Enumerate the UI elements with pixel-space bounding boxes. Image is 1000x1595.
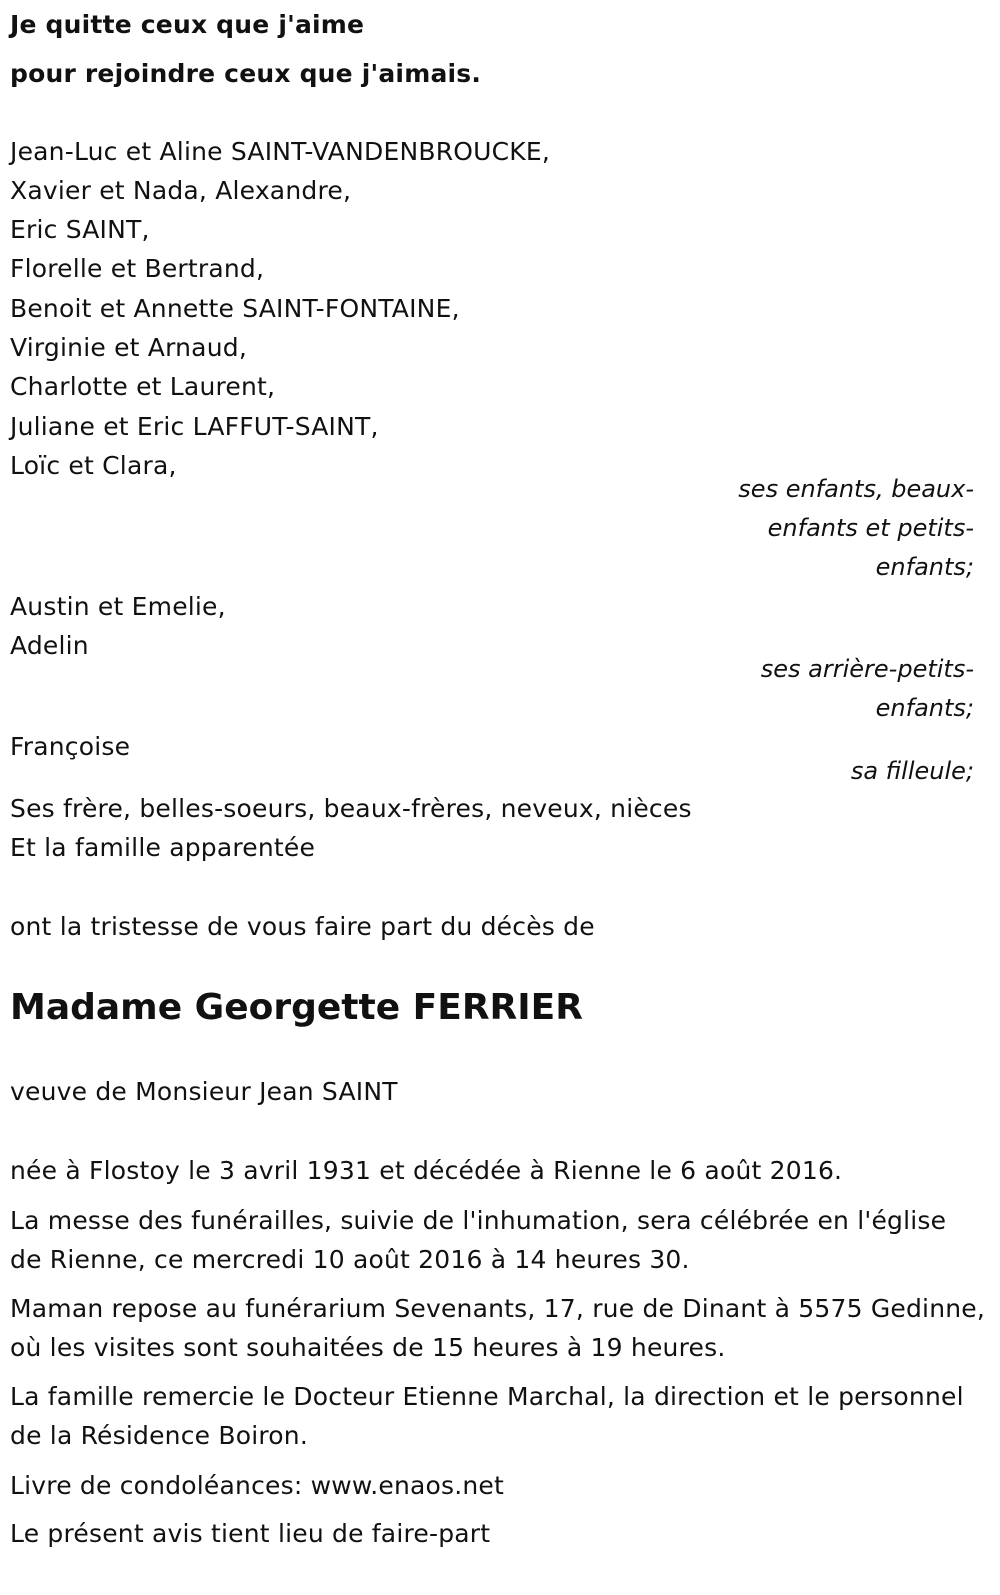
goddaughter-relation-label: sa filleule; [850,757,974,785]
family-member-line: Florelle et Bertrand, [10,254,265,283]
family-member-line: Jean-Luc et Aline SAINT-VANDENBROUCKE, [10,137,551,166]
condolences-paragraph: Livre de condoléances: www.enaos.net [10,1471,505,1500]
family-member-line: Juliane et Eric LAFFUT-SAINT, [10,412,379,441]
family-member-line: Charlotte et Laurent, [10,372,276,401]
extended-family-line: Et la famille apparentée [10,833,316,862]
family-member-line: Benoit et Annette SAINT-FONTAINE, [10,294,460,323]
thanks-paragraph: La famille remercie le Docteur Etienne Marchal, la direction et le personnel de la Résidence Boiron. [10,1382,964,1450]
notice-paragraph: Le présent avis tient lieu de faire-part [10,1519,491,1548]
family-member-line: Eric SAINT, [10,215,150,244]
family-member-line: Austin et Emelie, [10,592,226,621]
announcement-text: ont la tristesse de vous faire part du décès de [10,912,595,941]
children-relation-label [574,470,974,587]
deceased-name: Madame Georgette FERRIER [10,987,583,1028]
great-grandchildren-relation-label [574,650,974,728]
relation-line: enfants; [875,694,974,722]
goddaughter-name: Françoise [10,732,131,761]
family-member-line: Loïc et Clara, [10,451,177,480]
motto-line-2: pour rejoindre ceux que j'aimais. [10,59,482,88]
family-member-line: Virginie et Arnaud, [10,333,247,362]
visitation-paragraph: Maman repose au funérarium Sevenants, 17, rue de Dinant à 5575 Gedinne, où les visites sont souhaitées de 15 heures à 19 heures. [10,1294,986,1362]
funeral-paragraph: La messe des funérailles, suivie de l'inhumation, sera célébrée en l'église de Rienne, ce mercredi 10 août 2016 à 14 heures 30. [10,1206,947,1274]
motto-line-1: Je quitte ceux que j'aime [10,10,365,39]
relation-line: ses arrière-petits- [760,655,974,683]
relation-line: enfants et petits- [767,514,974,542]
relation-line: enfants; [875,553,974,581]
family-member-line: Xavier et Nada, Alexandre, [10,176,352,205]
birth-death-paragraph: née à Flostoy le 3 avril 1931 et décédée à Rienne le 6 août 2016. [10,1156,843,1185]
extended-family-line: Ses frère, belles-soeurs, beaux-frères, neveux, nièces [10,794,692,823]
widow-of-text: veuve de Monsieur Jean SAINT [10,1077,398,1106]
relation-line: ses enfants, beaux- [738,475,974,503]
family-member-line: Adelin [10,631,89,660]
